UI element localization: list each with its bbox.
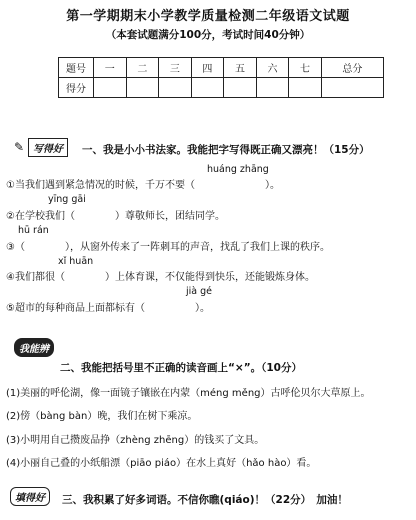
score-col-label: 题号 bbox=[59, 58, 94, 78]
score-table-header-row bbox=[59, 58, 384, 78]
score-cell[interactable] bbox=[321, 78, 383, 98]
exam-title: 第一学期期末小学教学质量检测二年级语文试题 bbox=[66, 9, 350, 24]
score-col-6: 六 bbox=[256, 58, 289, 78]
section3-badge: 填得好 bbox=[10, 487, 50, 506]
section2-badge: 我能辨 bbox=[14, 338, 54, 357]
pinyin-5: jià gé bbox=[186, 286, 212, 297]
score-col-4: 四 bbox=[191, 58, 224, 78]
section2-item-4: (4)小丽自己叠的小纸船漂（piāo piáo）在水上真好（hǎo hào）看。 bbox=[6, 458, 317, 469]
score-col-total: 总分 bbox=[321, 58, 383, 78]
score-cell[interactable] bbox=[256, 78, 289, 98]
pen-icon: ✎ bbox=[14, 140, 25, 154]
section1-item-2: ②在学校我们（ ）尊敬师长，团结同学。 bbox=[6, 211, 225, 222]
score-col-2: 二 bbox=[126, 58, 159, 78]
pinyin-2: yīng gāi bbox=[48, 194, 86, 205]
section3-heading: 三、我积累了好多词语。不信你瞧(qiáo)！（22分） 加油！ bbox=[62, 494, 348, 506]
section1-item-4: ④我们都很（ ）上体育课，不仅能得到快乐，还能锻炼身体。 bbox=[6, 272, 315, 283]
score-cell[interactable] bbox=[94, 78, 127, 98]
score-cell[interactable] bbox=[126, 78, 159, 98]
pinyin-1: huáng zhāng bbox=[207, 164, 269, 175]
section2-item-3: (3)小明用自己攒废品挣（zhèng zhēng）的钱买了文具。 bbox=[6, 435, 265, 446]
score-cell[interactable] bbox=[191, 78, 224, 98]
section2-heading: 二、我能把括号里不正确的读音画上“×”。（10分） bbox=[60, 362, 302, 374]
score-col-3: 三 bbox=[159, 58, 192, 78]
section1-item-1: ①当我们遇到紧急情况的时候，千万不要（ ）。 bbox=[6, 180, 280, 191]
score-col-7: 七 bbox=[289, 58, 322, 78]
section2-item-2: (2)傍（bàng bàn）晚，我们在树下乘凉。 bbox=[6, 411, 198, 422]
section1-heading: 一、我是小小书法家。我能把字写得既正确又漂亮！（15分） bbox=[82, 144, 370, 156]
score-cell[interactable] bbox=[224, 78, 257, 98]
score-col-5: 五 bbox=[224, 58, 257, 78]
pinyin-3: hū rán bbox=[18, 225, 49, 236]
score-cell[interactable] bbox=[289, 78, 322, 98]
score-cell[interactable] bbox=[159, 78, 192, 98]
score-table-score-row bbox=[59, 78, 384, 98]
exam-subtitle: （本套试题满分100分，考试时间40分钟） bbox=[105, 29, 311, 41]
score-row-label: 得分 bbox=[59, 78, 94, 98]
score-table bbox=[58, 57, 384, 98]
pinyin-4: xǐ huān bbox=[58, 256, 94, 267]
section1-badge: 写得好 bbox=[28, 138, 68, 157]
section1-item-5: ⑤超市的每种商品上面都标有（ ）。 bbox=[6, 303, 210, 314]
section1-item-3: ③（ ），从窗外传来了一阵刺耳的声音，找乱了我们上课的秩序。 bbox=[6, 242, 330, 253]
section2-item-1: (1)美丽的呼伦湖，像一面镜子镶嵌在内蒙（méng měng）古呼伦贝尔大草原上。 bbox=[6, 388, 371, 399]
score-col-1: 一 bbox=[94, 58, 127, 78]
